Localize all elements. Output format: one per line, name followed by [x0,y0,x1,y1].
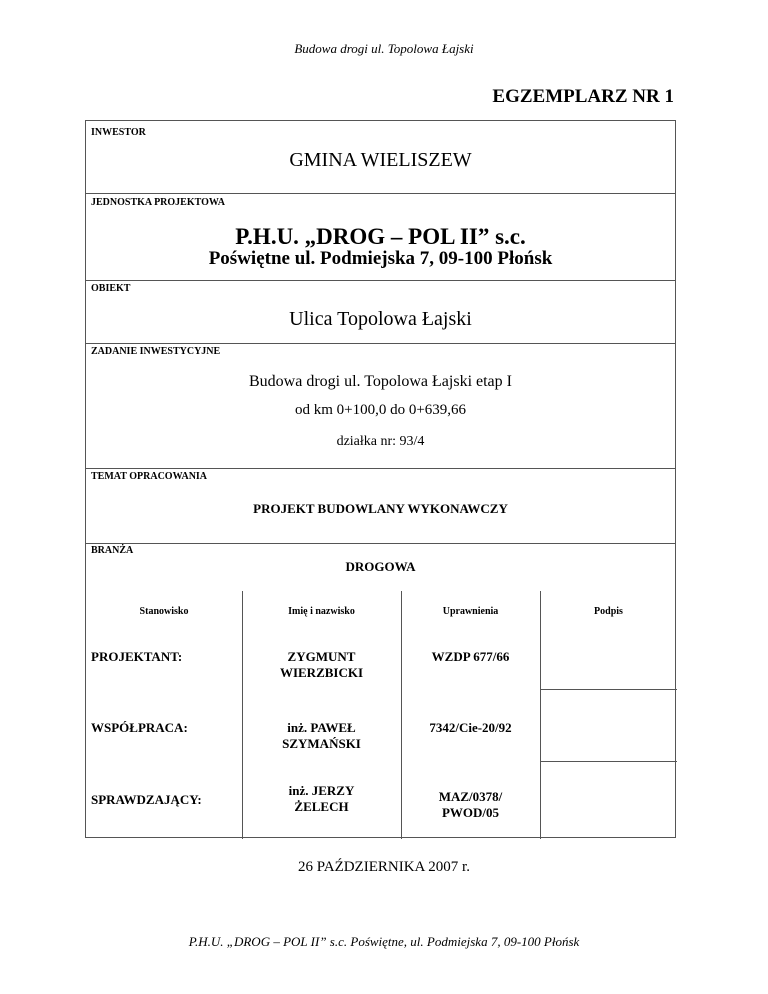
divider [86,343,675,344]
task-label: ZADANIE INWESTYCYJNE [91,346,221,357]
investor-label: INWESTOR [91,127,146,138]
table-row-role: WSPÓŁPRACA: [91,720,188,735]
page-footer: P.H.U. „DROG – POL II” s.c. Poświętne, ul. Podmiejska 7, 09-100 Płońsk [188,934,580,949]
divider [86,468,675,469]
table-header-permissions: Uprawnienia [442,606,499,617]
table-header-signature: Podpis [594,606,623,617]
divider [86,193,675,194]
copy-number: EGZEMPLARZ NR 1 [492,86,674,107]
divider [86,280,675,281]
task-line-2: od km 0+100,0 do 0+639,66 [294,402,467,418]
design-unit-address: Poświętne ul. Podmiejska 7, 09-100 Płońsk [208,248,553,269]
table-row-permission: WZDP 677/66 [431,649,510,664]
table-row-name-last: WIERZBICKI [279,665,364,680]
signature-cell-divider [540,761,677,762]
table-header-name: Imię i nazwisko [288,606,355,617]
table-row-permission: 7342/Cie-20/92 [429,720,512,735]
table-row-name-first: inż. PAWEŁ [287,720,356,735]
title-sheet-frame [85,120,676,838]
table-row-name-last: ŻELECH [294,799,349,814]
design-unit-name: P.H.U. „DROG – POL II” s.c. [235,224,526,249]
subject-label: TEMAT OPRACOWANIA [91,471,208,482]
investor-value: GMINA WIELISZEW [289,149,472,171]
subject-value: PROJEKT BUDOWLANY WYKONAWCZY [253,501,508,516]
design-unit-label: JEDNOSTKA PROJEKTOWA [91,197,226,208]
divider [86,543,675,544]
branch-label: BRANŻA [91,545,134,556]
task-line-1: Budowa drogi ul. Topolowa Łajski etap I [249,373,512,390]
table-row-name-first: inż. JERZY [288,783,355,798]
branch-value: DROGOWA [345,559,416,574]
table-row-permission: MAZ/0378/ [438,789,503,804]
table-row-name-last: SZYMAŃSKI [282,736,361,751]
object-label: OBIEKT [91,283,131,294]
table-row-name-first: ZYGMUNT [287,649,356,664]
object-value: Ulica Topolowa Łajski [289,308,472,330]
signature-cell-divider [540,689,677,690]
page-header: Budowa drogi ul. Topolowa Łajski [294,41,474,56]
table-column-divider [540,591,541,839]
table-header-role: Stanowisko [139,606,189,617]
table-row-role: SPRAWDZAJĄCY: [91,792,202,807]
task-line-3: działka nr: 93/4 [336,434,425,449]
document-date: 26 PAŹDZIERNIKA 2007 r. [298,859,470,875]
table-row-permission-cont: PWOD/05 [441,805,500,820]
table-row-role: PROJEKTANT: [91,649,183,664]
